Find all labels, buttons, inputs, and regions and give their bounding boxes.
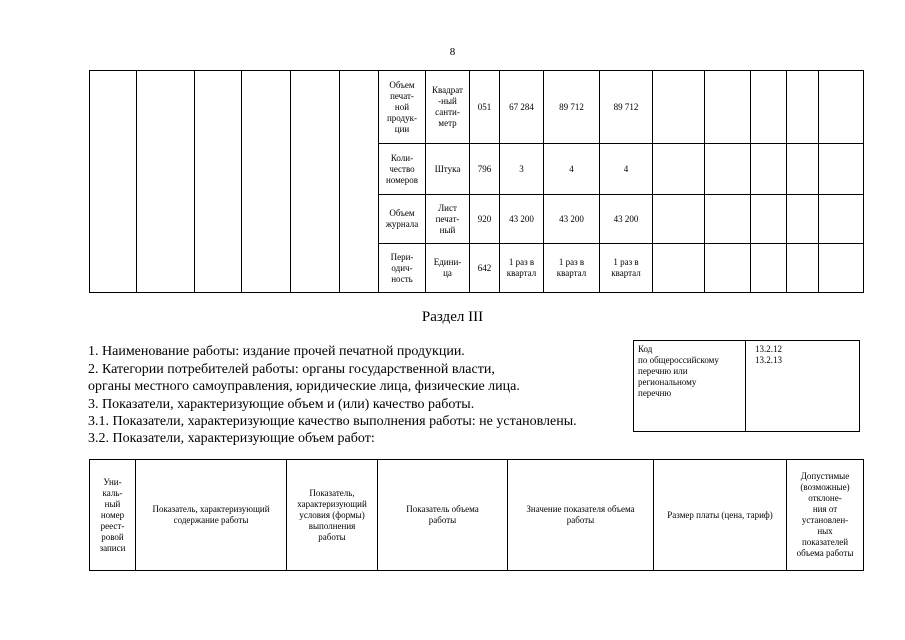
value-cell: [500, 195, 544, 244]
empty-cell: [751, 195, 787, 244]
column-header-text: ровой: [101, 531, 124, 542]
empty-cell: [195, 195, 242, 244]
okei-code-text: 796: [477, 163, 492, 174]
indicator-name-cell: [379, 144, 426, 195]
value-text: квартал: [611, 268, 641, 278]
empty-cell: [195, 144, 242, 195]
column-header: [654, 460, 787, 571]
consumer-category-line: 2. Категории потребителей работы: органы государственной власти,: [88, 362, 495, 377]
empty-cell: [819, 244, 864, 293]
empty-cell: [242, 244, 291, 293]
okei-code-cell: [470, 195, 500, 244]
volume-indicators-line: 3.2. Показатели, характеризующие объем работ:: [88, 431, 375, 446]
indicator-name-text: Коли-: [390, 152, 414, 163]
column-header-text: работы: [428, 515, 457, 525]
value-text: 67 284: [509, 101, 534, 112]
value-text: квартал: [556, 268, 587, 278]
column-header-text: отклоне-: [808, 493, 842, 503]
value-cell: [500, 144, 544, 195]
indicator-name-text: ной: [394, 101, 410, 112]
empty-cell: [705, 195, 751, 244]
column-header-text: каль-: [102, 487, 123, 498]
work-name-line: 1. Наименование работы: издание прочей печатной продукции.: [88, 344, 465, 359]
column-header-text: Значение показателя объема: [526, 504, 635, 514]
column-header-text: работы: [566, 515, 595, 525]
empty-cell: [653, 144, 705, 195]
value-text: 89 712: [613, 101, 639, 112]
unit-name-text: Едини-: [433, 257, 462, 267]
column-header-text: установлен-: [801, 515, 849, 525]
empty-cell: [787, 71, 819, 144]
okei-code-text: 051: [477, 101, 492, 112]
unit-name-text: печат-: [435, 213, 460, 224]
empty-cell: [291, 244, 340, 293]
column-header-text: выполнения: [308, 520, 356, 531]
value-cell: [544, 71, 600, 144]
value-text: 43 200: [559, 213, 584, 224]
empty-cell: [137, 144, 195, 195]
empty-cell: [787, 144, 819, 195]
empty-cell: [819, 71, 864, 144]
empty-cell: [90, 244, 137, 293]
registry-code-label-text: региональному: [638, 377, 697, 387]
column-header-text: Уни-: [103, 476, 122, 487]
indicator-name-text: номеров: [385, 174, 419, 185]
indicator-name-text: чество: [389, 163, 415, 174]
okei-code-cell: [470, 244, 500, 293]
empty-cell: [705, 144, 751, 195]
value-cell: [544, 144, 600, 195]
registry-code-values: [755, 344, 782, 366]
empty-cell: [653, 195, 705, 244]
page-number: 8: [449, 46, 456, 58]
unit-name-text: Квадрат: [432, 85, 463, 95]
consumer-category-line-2: органы местного самоуправления, юридические лица, физические лица.: [88, 379, 520, 394]
indicator-name-text: продук-: [386, 112, 417, 123]
unit-name-text: ный: [439, 224, 456, 235]
registry-code-label-text: Код: [638, 344, 653, 354]
indicator-name-text: Объем: [389, 208, 415, 218]
empty-cell: [242, 195, 291, 244]
column-header-text: Показатель объема: [406, 504, 479, 514]
okei-code-cell: [470, 71, 500, 144]
okei-code-cell: [470, 144, 500, 195]
value-cell: [544, 244, 600, 293]
empty-cell: [340, 244, 379, 293]
registry-code-box: [633, 340, 860, 432]
empty-cell: [340, 71, 379, 144]
column-header: [508, 460, 654, 571]
unit-name-text: -ный: [438, 96, 457, 106]
empty-cell: [751, 71, 787, 144]
column-header-text: работы: [318, 531, 346, 542]
unit-name-cell: [426, 144, 470, 195]
unit-name-text: Лист: [438, 202, 457, 213]
column-header-text: показателей: [801, 537, 849, 547]
column-header-text: ных: [817, 526, 833, 536]
empty-cell: [137, 244, 195, 293]
indicator-name-text: печат-: [390, 90, 414, 101]
indicator-name-cell: [379, 195, 426, 244]
okei-code-text: 642: [477, 262, 492, 273]
column-header: [378, 460, 508, 571]
section-title: Раздел III: [421, 309, 484, 325]
column-header-text: (возможные): [800, 482, 850, 492]
unit-name-cell: [426, 244, 470, 293]
value-text: 4: [569, 163, 574, 174]
empty-cell: [137, 71, 195, 144]
column-header-text: содержание работы: [173, 515, 249, 525]
indicator-name-cell: [379, 71, 426, 144]
empty-cell: [291, 144, 340, 195]
value-text: квартал: [506, 268, 537, 278]
value-cell: [600, 144, 653, 195]
indicators-table: [89, 70, 864, 293]
empty-cell: [340, 195, 379, 244]
value-text: 43 200: [613, 213, 639, 224]
quality-indicators-line: 3.1. Показатели, характеризующие качество выполнения работы: не установлены.: [88, 414, 577, 429]
empty-cell: [90, 144, 137, 195]
empty-cell: [751, 144, 787, 195]
empty-cell: [291, 71, 340, 144]
empty-cell: [242, 144, 291, 195]
unit-name-text: санти-: [435, 107, 460, 117]
empty-cell: [787, 195, 819, 244]
value-text: 43 200: [509, 213, 534, 224]
column-header-text: Размер платы (цена, тариф): [667, 509, 773, 520]
unit-name-cell: [426, 195, 470, 244]
unit-name-cell: [426, 71, 470, 144]
registry-code-label-text: по общероссийскому: [638, 355, 719, 365]
empty-cell: [819, 144, 864, 195]
empty-cell: [751, 244, 787, 293]
value-text: 3: [519, 163, 524, 174]
column-header: [90, 460, 136, 571]
indicator-name-text: Пери-: [390, 251, 414, 262]
table-header-row: [90, 460, 864, 571]
indicators-line: 3. Показатели, характеризующие объем и (или) качество работы.: [88, 397, 475, 412]
empty-cell: [137, 195, 195, 244]
column-header-text: Показатель, характеризующий: [152, 504, 270, 514]
empty-cell: [705, 71, 751, 144]
column-header-text: номер: [100, 509, 125, 520]
column-header-text: объема работы: [796, 548, 854, 558]
column-header-text: условия (формы): [299, 509, 365, 520]
indicator-name-text: Объем: [389, 79, 415, 90]
indicator-name-text: журнала: [385, 219, 419, 229]
column-header-text: Показатель,: [309, 487, 355, 498]
table-row: [90, 195, 864, 244]
table-row: [90, 144, 864, 195]
table-row: [90, 244, 864, 293]
registry-code-value: 13.2.13: [755, 355, 782, 365]
empty-cell: [90, 71, 137, 144]
empty-cell: [195, 71, 242, 144]
unit-name-text: метр: [438, 118, 457, 128]
column-header-text: реест-: [100, 520, 125, 531]
indicator-name-cell: [379, 244, 426, 293]
empty-cell: [195, 244, 242, 293]
column-header-text: записи: [99, 542, 126, 553]
column-header: [136, 460, 287, 571]
indicator-name-text: ность: [391, 273, 413, 284]
empty-cell: [653, 244, 705, 293]
value-text: 4: [623, 163, 629, 174]
empty-cell: [242, 71, 291, 144]
value-cell: [544, 195, 600, 244]
column-header-text: Допустимые: [800, 471, 850, 481]
value-cell: [500, 244, 544, 293]
column-header-text: характеризующий: [297, 498, 367, 509]
value-text: 1 раз в: [508, 257, 535, 267]
empty-cell: [291, 195, 340, 244]
registry-code-label: [634, 341, 746, 431]
column-header-text: ный: [104, 498, 121, 509]
unit-name-text: ца: [443, 268, 452, 278]
value-cell: [600, 71, 653, 144]
empty-cell: [340, 144, 379, 195]
unit-name-text: Штука: [434, 163, 461, 174]
indicator-name-text: ции: [394, 123, 410, 134]
column-header-text: ния от: [812, 504, 838, 514]
registry-code-value: 13.2.12: [755, 344, 782, 354]
empty-cell: [819, 195, 864, 244]
okei-code-text: 920: [477, 213, 492, 224]
column-header: [287, 460, 378, 571]
column-header: [787, 460, 864, 571]
registry-code-label-text: перечню: [638, 388, 672, 398]
indicator-name-text: одич-: [391, 262, 413, 273]
value-cell: [600, 244, 653, 293]
empty-cell: [787, 244, 819, 293]
value-cell: [500, 71, 544, 144]
value-text: 1 раз в: [613, 257, 639, 267]
empty-cell: [653, 71, 705, 144]
value-cell: [600, 195, 653, 244]
volume-indicators-table: [89, 459, 864, 571]
value-text: 1 раз в: [558, 257, 585, 267]
empty-cell: [90, 195, 137, 244]
value-text: 89 712: [559, 101, 584, 112]
table-row: [90, 71, 864, 144]
registry-code-label-text: перечню или: [638, 366, 688, 376]
empty-cell: [705, 244, 751, 293]
